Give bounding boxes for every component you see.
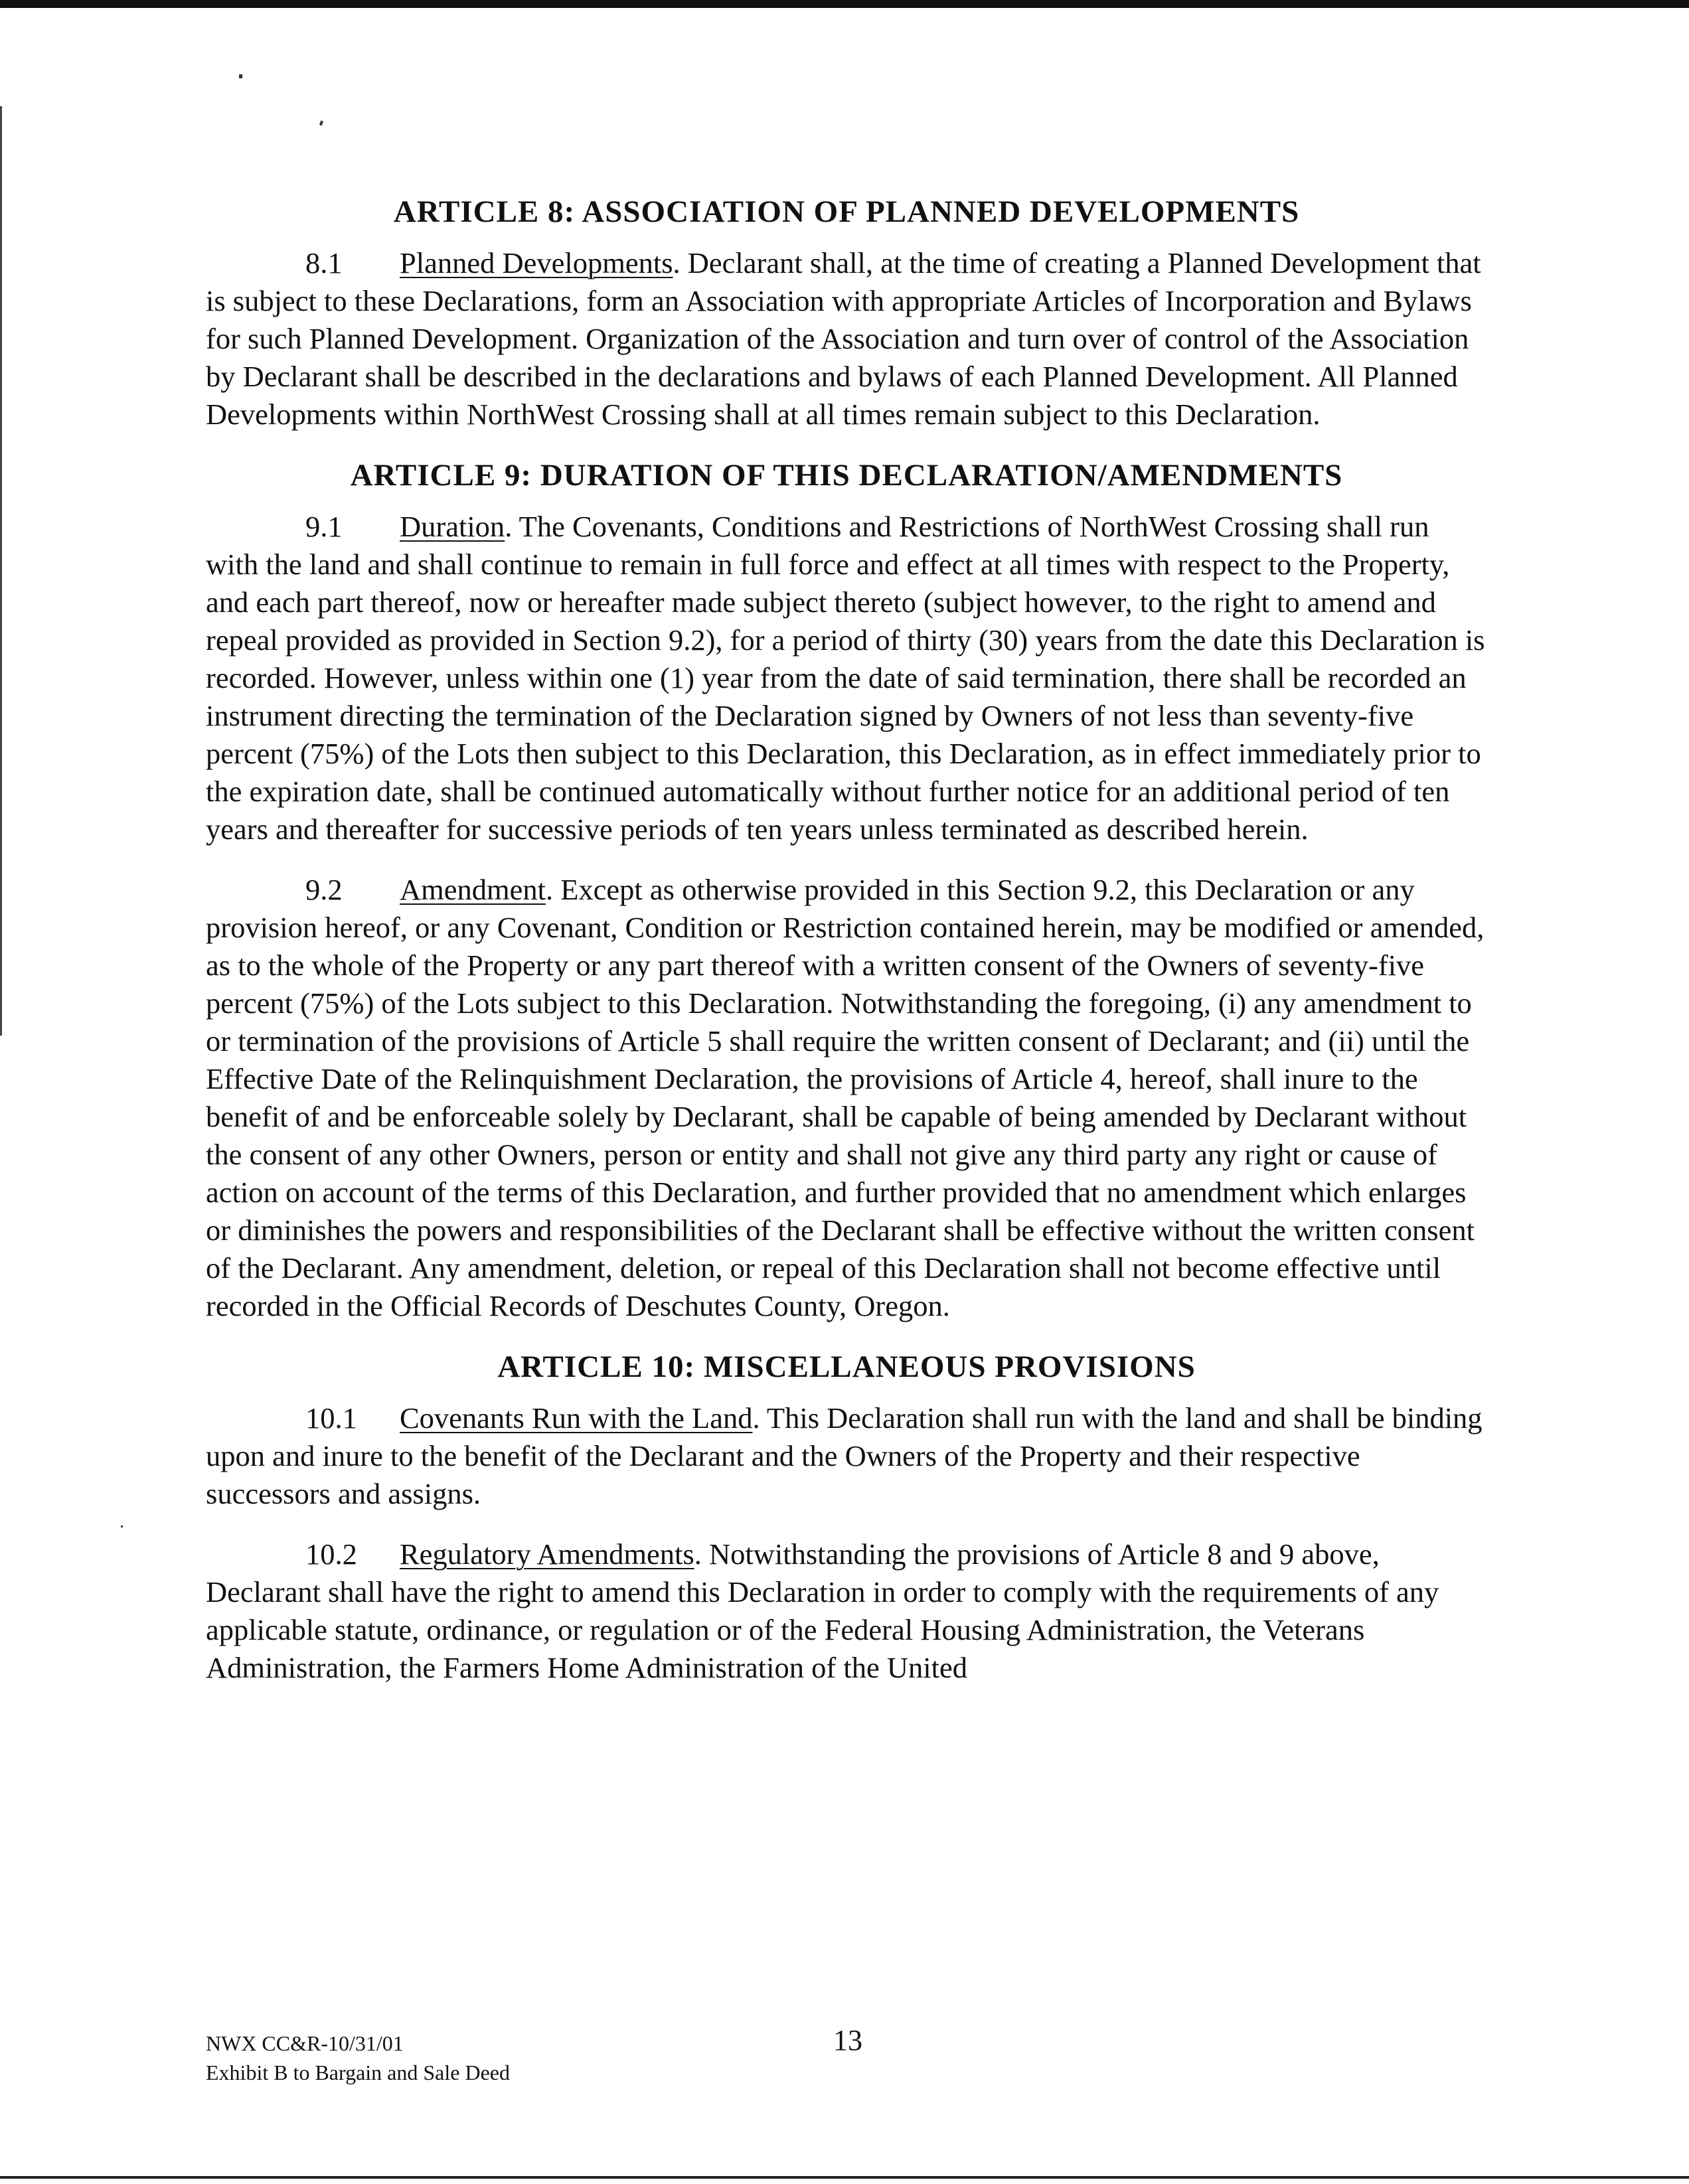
section-body: . This Declaration shall run with the land and shall be binding upon and inure to the benefit of the Declarant and the Owners of the Property and their respective successors and assigns.: [206, 1401, 1483, 1510]
scan-speck: [239, 74, 242, 78]
scan-speck: [319, 121, 323, 126]
section-title: Regulatory Amendments: [400, 1537, 694, 1571]
section-number: 8.1: [305, 246, 343, 279]
left-scan-border: [0, 106, 2, 1036]
section-10-1: [206, 1399, 1487, 1513]
section-number: 10.2: [305, 1537, 357, 1571]
document-page: [206, 193, 1487, 1709]
section-9-2: [206, 871, 1487, 1325]
article-10: [206, 1348, 1487, 1687]
article-heading: ARTICLE 10: MISCELLANEOUS PROVISIONS: [497, 1350, 1196, 1384]
section-10-2: [206, 1535, 1487, 1687]
section-body: . The Covenants, Conditions and Restrictions of NorthWest Crossing shall run with the land and shall continue to remain in full force and effect at all times with respect to the Property, and each part thereof, now or hereafter made subject thereto (subject however, to the right to amend and repeal provided as provided in Section 9.2), for a period of thirty (30) years from the date this Declaration is recorded. However, unless within one (1) year from the date of said termination, there shall be recorded an instrument directing the termination of the Declaration signed by Owners of not less than seventy-five percent (75%) of the Lots then subject to this Declaration, this Declaration, as in effect immediately prior to the expiration date, shall be continued automatically without further notice for an additional period of ten years and thereafter for successive periods of ten years unless terminated as described herein.: [206, 510, 1485, 846]
bottom-scan-border: [0, 2176, 1689, 2179]
top-scan-border: [0, 0, 1689, 8]
footer-doc-info: [206, 2029, 671, 2087]
section-body: . Except as otherwise provided in this Section 9.2, this Declaration or any provision hereof, or any Covenant, Condition or Restriction contained herein, may be modified or amended, as to the whole of the Property or any part thereof with a written consent of the Owners of seventy-five percent (75%) of the Lots subject to this Declaration. Notwithstanding the foregoing, (i) any amendment to or termination of the provisions of Article 5 shall require the written consent of Declarant; and (ii) until the Effective Date of the Relinquishment Declaration, the provisions of Article 4, hereof, shall inure to the benefit of and be enforceable solely by Declarant, shall be capable of being amended by Declarant without the consent of any other Owners, person or entity and shall not give any third party any right or cause of action on account of the terms of this Declaration, and further provided that no amendment which enlarges or diminishes the powers and responsibilities of the Declarant shall be effective without the written consent of the Declarant. Any amendment, deletion, or repeal of this Declaration shall not become effective until recorded in the Official Records of Deschutes County, Oregon.: [206, 873, 1485, 1322]
scan-speck: [121, 1525, 123, 1527]
section-title: Covenants Run with the Land: [400, 1401, 753, 1435]
article-heading: ARTICLE 8: ASSOCIATION OF PLANNED DEVELOPMENTS: [393, 195, 1300, 229]
section-number: 10.1: [305, 1401, 357, 1435]
section-number: 9.1: [305, 510, 343, 543]
article-8: [206, 193, 1487, 433]
section-9-1: [206, 508, 1487, 848]
section-8-1: [206, 244, 1487, 433]
section-title: Amendment: [400, 873, 546, 906]
footer-doc-id: NWX CC&R-10/31/01: [206, 2031, 404, 2055]
section-title: Duration: [400, 510, 505, 543]
article-heading: ARTICLE 9: DURATION OF THIS DECLARATION/AMENDMENTS: [350, 458, 1343, 493]
page-number: 13: [833, 2024, 862, 2057]
section-number: 9.2: [305, 873, 343, 906]
section-title: Planned Developments: [400, 246, 673, 279]
section-body: . Notwithstanding the provisions of Article 8 and 9 above, Declarant shall have the right to amend this Declaration in order to comply with the requirements of any applicable statute, ordinance, or regulation or of the Federal Housing Administration, the Veterans Administration, the Farmers Home Administration of the United: [206, 1537, 1439, 1684]
footer-exhibit: Exhibit B to Bargain and Sale Deed: [206, 2061, 510, 2084]
article-9: [206, 456, 1487, 1325]
section-body: . Declarant shall, at the time of creating a Planned Development that is subject to these Declarations, form an Association with appropriate Articles of Incorporation and Bylaws for such Planned Development. Organization of the Association and turn over of control of the Association by Declarant shall be described in the declarations and bylaws of each Planned Development. All Planned Developments within NorthWest Crossing shall at all times remain subject to this Declaration.: [206, 246, 1481, 431]
